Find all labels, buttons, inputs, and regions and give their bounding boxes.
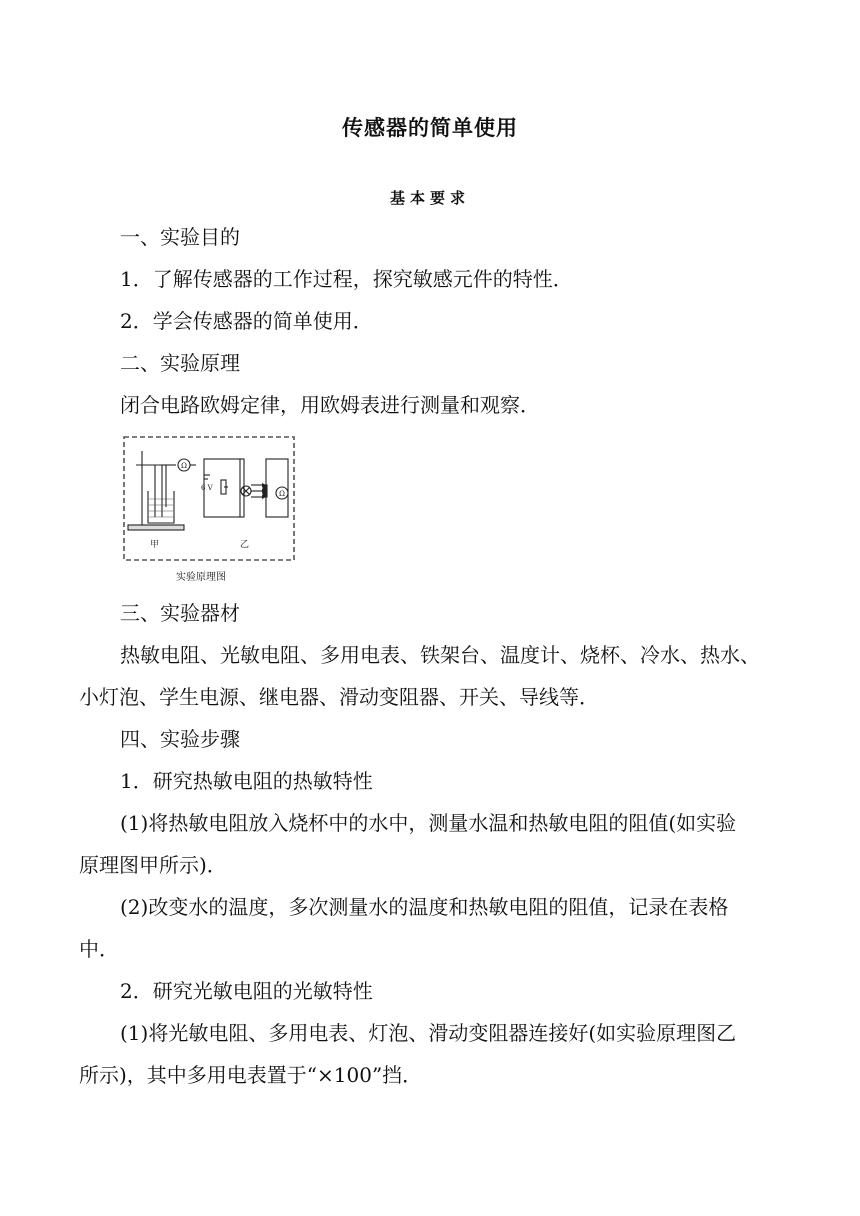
setup-yi — [204, 459, 288, 517]
purpose-heading: 一、实验目的 — [120, 225, 240, 249]
principle-text: 闭合电路欧姆定律，用欧姆表进行测量和观察． — [120, 393, 540, 417]
step-2-title: 2．研究光敏电阻的光敏特性 — [120, 979, 373, 1003]
step-1-2-line-2: 中． — [79, 937, 119, 961]
step-1-1-line-2: 原理图甲所示)． — [79, 853, 227, 877]
section-heading: 基本要求 — [389, 189, 470, 207]
meter-symbol-jia: Ω — [181, 462, 187, 470]
equipment-heading: 三、实验器材 — [120, 601, 240, 625]
step-1-title: 1．研究热敏电阻的热敏特性 — [120, 769, 373, 793]
step-1-2-line-1: (2)改变水的温度，多次测量水的温度和热敏电阻的阻值，记录在表格 — [120, 895, 729, 919]
step-2-1-line-2: 所示)，其中多用电表置于“×100”挡． — [79, 1063, 423, 1087]
page-title: 传感器的简单使用 — [342, 116, 518, 140]
step-2-1-line-1: (1)将光敏电阻、多用电表、灯泡、滑动变阻器连接好(如实验原理图乙 — [120, 1021, 737, 1045]
principle-diagram — [122, 435, 296, 562]
equipment-line-1: 热敏电阻、光敏电阻、多用电表、铁架台、温度计、烧杯、冷水、热水、 — [120, 643, 760, 667]
purpose-item-2: 2．学会传感器的简单使用． — [120, 309, 373, 333]
label-jia: 甲 — [150, 540, 160, 550]
label-yi: 乙 — [240, 540, 250, 550]
purpose-item-1: 1．了解传感器的工作过程，探究敏感元件的特性． — [120, 267, 573, 291]
meter-symbol-yi: Ω — [279, 490, 285, 498]
step-1-1-line-1: (1)将热敏电阻放入烧杯中的水中，测量水温和热敏电阻的阻值(如实验 — [120, 811, 737, 835]
equipment-line-2: 小灯泡、学生电源、继电器、滑动变阻器、开关、导线等． — [79, 685, 599, 709]
figure-caption: 实验原理图 — [176, 572, 226, 583]
principle-heading: 二、实验原理 — [120, 351, 240, 375]
voltage-label: 6 V — [201, 484, 213, 492]
steps-heading: 四、实验步骤 — [120, 727, 240, 751]
